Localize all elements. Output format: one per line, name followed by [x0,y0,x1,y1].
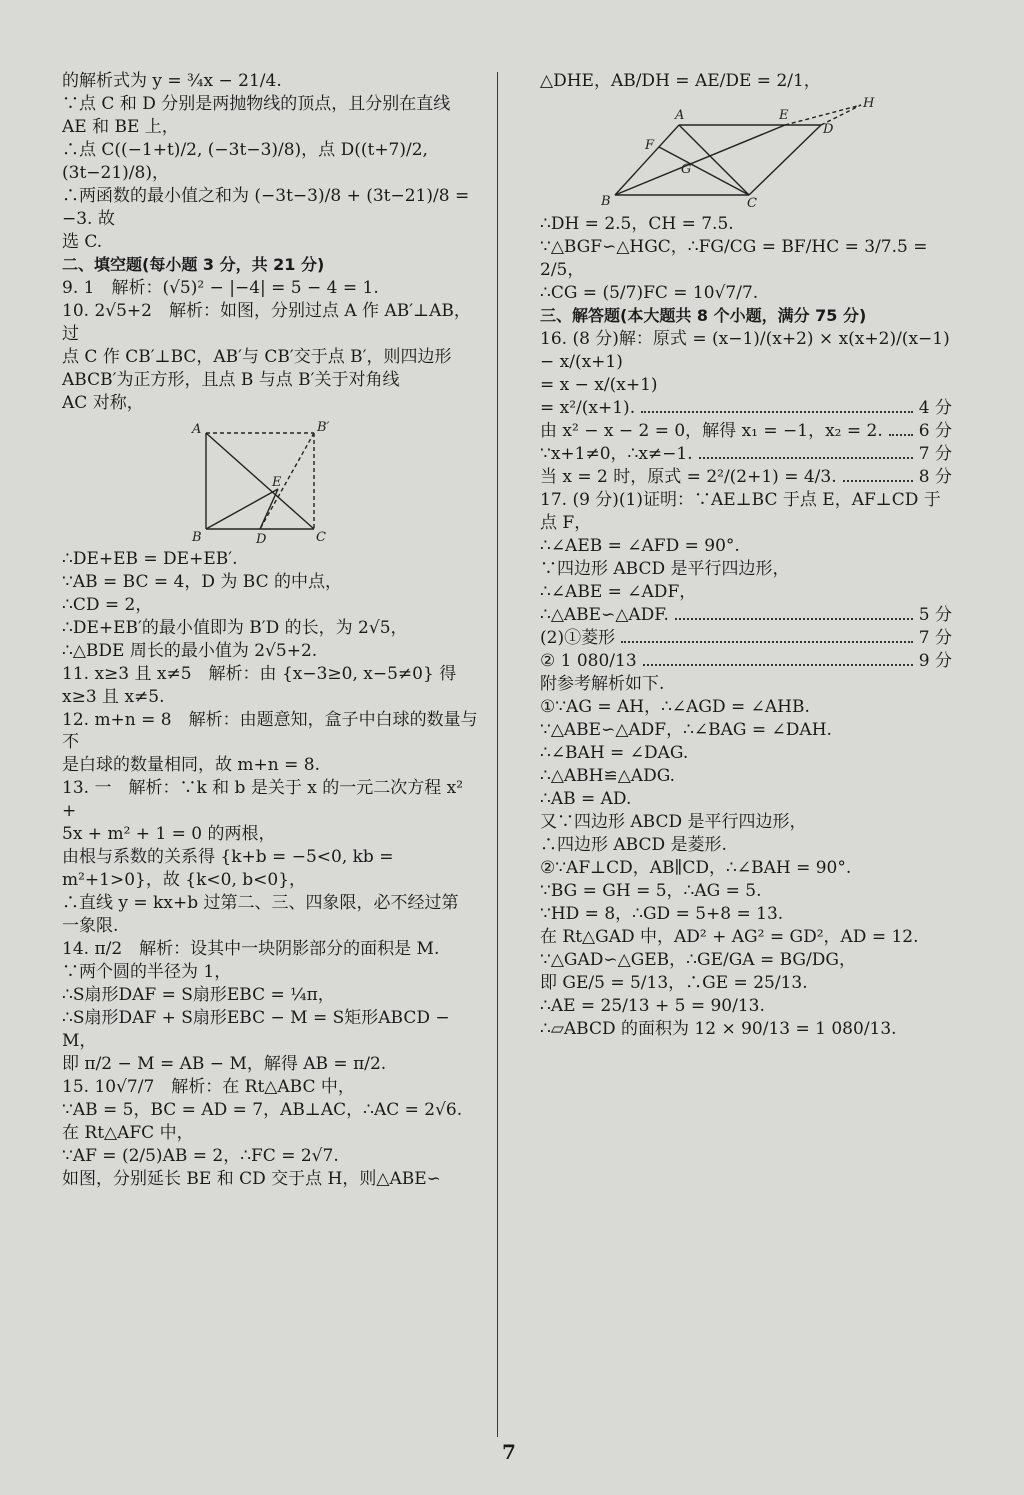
line-text: = x²/(x+1). [540,397,636,418]
text-line: ∴AE = 25/13 + 5 = 90/13. [540,995,765,1016]
text-line: 一象限. [62,916,119,937]
text-line: ∴△ABH≌△ADG. [540,765,676,786]
text-line: 15. 10√7/7 解析：在 Rt△ABC 中， [62,1077,355,1097]
text-line: 又∵四边形 ABCD 是平行四边形， [540,811,807,832]
line-text: ∵x+1≠0，∴x≠−1. [540,443,693,464]
text-line: 即 π/2 − M = AB − M，解得 AB = π/2. [62,1054,387,1074]
text-line: 选 C. [62,231,103,252]
leader-dots [621,641,913,643]
text-line: 17. (9 分)(1)证明：∵AE⊥BC 于点 E，AF⊥CD 于 [540,489,941,510]
text-line: △DHE，AB/DH = AE/DE = 2/1， [540,71,821,91]
score-points: 7 分 [918,627,952,648]
parallelogram-diagram [601,97,891,209]
text-line: ∵AB = BC = 4，D 为 BC 的中点， [62,571,342,592]
text-line: AC 对称， [62,392,144,413]
label-Bprime: B′ [317,419,330,435]
label-D: D [256,531,267,544]
square-diagram [186,419,356,544]
text-line: ∴四边形 ABCD 是菱形. [540,834,727,855]
text-line: 13. 一 解析：∵k 和 b 是关于 x 的一元二次方程 x² + [62,778,464,822]
section-heading: 三、解答题(本大题共 8 个小题，满分 75 分) [540,305,867,325]
line-text: 当 x = 2 时，原式 = 2²/(2+1) = 4/3. [540,466,837,487]
text-line: ∴∠ABE = ∠ADF， [540,581,697,602]
text-line: 由根与系数的关系得 {k+b = −5<0, kb = m²+1>0}，故 {k<0, b<0}， [62,847,394,891]
label-E2: E [779,108,789,123]
line-text: (2)①菱形 [540,627,616,648]
leader-dots [641,411,913,413]
text-line: 9. 1 解析：(√5)² − |−4| = 5 − 4 = 1. [62,277,379,298]
score-points: 5 分 [918,604,952,625]
label-E: E [272,474,282,490]
text-line: ∴△BDE 周长的最小值为 2√5+2. [62,640,318,661]
column-divider [497,72,498,1437]
label-A: A [192,421,202,437]
text-line: ∴S扇形DAF + S扇形EBC − M = S矩形ABCD − M， [62,1008,450,1052]
score-points: 8 分 [918,466,952,487]
text-line: ∵HD = 8，∴GD = 5+8 = 13. [540,903,784,924]
text-line: 点 F， [540,512,592,533]
text-line: ∵△BGF∽△HGC，∴FG/CG = BF/HC = 3/7.5 = 2/5， [540,237,928,280]
leader-dots [843,480,913,482]
text-line: ∴DH = 2.5，CH = 7.5. [540,214,734,234]
text-line: 11. x≥3 且 x≠5 解析：由 {x−3≥0, x−5≠0} 得 x≥3 且 x≠5. [62,663,457,707]
text-line: = x − x/(x+1) [540,374,658,395]
leader-dots [699,457,913,459]
label-B: B [192,529,202,544]
text-line: 在 Rt△GAD 中，AD² + AG² = GD²，AD = 12. [540,926,919,947]
text-line [540,604,952,627]
right-column [540,70,952,1041]
text-line: 在 Rt△AFC 中， [62,1123,194,1143]
text-line: ∵AB = 5，BC = AD = 7，AB⊥AC，∴AC = 2√6. [62,1100,463,1120]
text-line [540,420,952,443]
text-line: 即 GE/5 = 5/13，∴GE = 25/13. [540,972,808,993]
text-line: ∵AF = (2/5)AB = 2，∴FC = 2√7. [62,1146,339,1166]
label-F2: F [645,138,655,153]
text-line: ∴DE+EB = DE+EB′. [62,548,238,569]
label-C: C [316,529,326,544]
label-C2: C [747,196,757,209]
text-line: ∴▱ABCD 的面积为 12 × 90/13 = 1 080/13. [540,1018,897,1039]
text-line [540,466,952,489]
text-line: ∴两函数的最小值之和为 (−3t−3)/8 + (3t−21)/8 = −3. 故 [62,185,470,229]
text-line: 14. π/2 解析：设其中一块阴影部分的面积是 M. [62,939,440,960]
text-line: 16. (8 分)解：原式 = (x−1)/(x+2) × x(x+2)/(x−1) − x/(x+1) [540,328,950,372]
text-line: ∵△GAD∽△GEB，∴GE/GA = BG/DG， [540,949,856,970]
text-line: 点 C 作 CB′⊥BC，AB′与 CB′交于点 B′，则四边形 [62,346,452,367]
text-line: 12. m+n = 8 解析：由题意知，盒子中白球的数量与不 [62,709,478,753]
text-line [540,397,952,420]
text-line [540,443,952,466]
text-line: 10. 2√5+2 解析：如图，分别过点 A 作 AB′⊥AB，过 [62,300,471,344]
label-A2: A [675,108,685,123]
text-line: ∵△ABE∽△ADF，∴∠BAG = ∠DAH. [540,719,832,740]
left-column [62,70,480,1191]
leader-dots [889,434,913,436]
text-line: ∴CG = (5/7)FC = 10√7/7. [540,282,759,303]
leader-dots [675,618,913,620]
line-text: 由 x² − x − 2 = 0，解得 x₁ = −1，x₂ = 2. [540,420,883,441]
text-line: 如图，分别延长 BE 和 CD 交于点 H，则△ABE∽ [62,1169,441,1189]
text-line: AE 和 BE 上， [62,117,179,137]
text-line: 附参考解析如下. [540,673,665,694]
text-line: ∴AB = AD. [540,788,632,809]
text-line: 5x + m² + 1 = 0 的两根， [62,824,276,845]
text-line: ∴∠BAH = ∠DAG. [540,742,689,763]
line-text: ② 1 080/13 [540,650,637,671]
label-H2: H [863,97,875,111]
section-heading: 二、填空题(每小题 3 分，共 21 分) [62,254,325,274]
text-line: ∵BG = GH = 5，∴AG = 5. [540,880,762,901]
text-line [540,650,952,673]
text-line: ABCB′为正方形，且点 B 与点 B′关于对角线 [62,369,400,390]
text-line: ∴∠AEB = ∠AFD = 90°. [540,535,740,556]
score-points: 9 分 [918,650,952,671]
text-line: ∴CD = 2， [62,594,153,615]
text-line: ∴S扇形DAF = S扇形EBC = ¼π， [62,985,335,1006]
line-text: ∴△ABE∽△ADF. [540,604,669,625]
text-line: ∵两个圆的半径为 1， [62,962,232,983]
text-line: 是白球的数量相同，故 m+n = 8. [62,755,320,776]
text-line: ∴直线 y = kx+b 过第二、三、四象限，必不经过第 [62,893,459,914]
score-points: 6 分 [918,420,952,441]
leader-dots [643,664,913,666]
label-B2: B [601,194,611,209]
text-line: ∴点 C((−1+t)/2, (−3t−3)/8)，点 D((t+7)/2, (3t−21)/8)， [62,140,428,183]
page-number: 7 [502,1440,516,1464]
text-line: ②∵AF⊥CD，AB∥CD，∴∠BAH = 90°. [540,857,852,878]
label-D2: D [823,122,834,137]
text-line: ∵四边形 ABCD 是平行四边形， [540,558,790,579]
text-line: ①∵AG = AH，∴∠AGD = ∠AHB. [540,696,810,717]
text-line: ∵点 C 和 D 分别是两抛物线的顶点，且分别在直线 [62,94,451,114]
label-G2: G [681,162,692,177]
score-points: 4 分 [918,397,952,418]
score-points: 7 分 [918,443,952,464]
text-line [540,627,952,650]
text-line: 的解析式为 y = ¾x − 21/4. [62,71,282,91]
text-line: ∴DE+EB′的最小值即为 B′D 的长，为 2√5， [62,617,408,638]
